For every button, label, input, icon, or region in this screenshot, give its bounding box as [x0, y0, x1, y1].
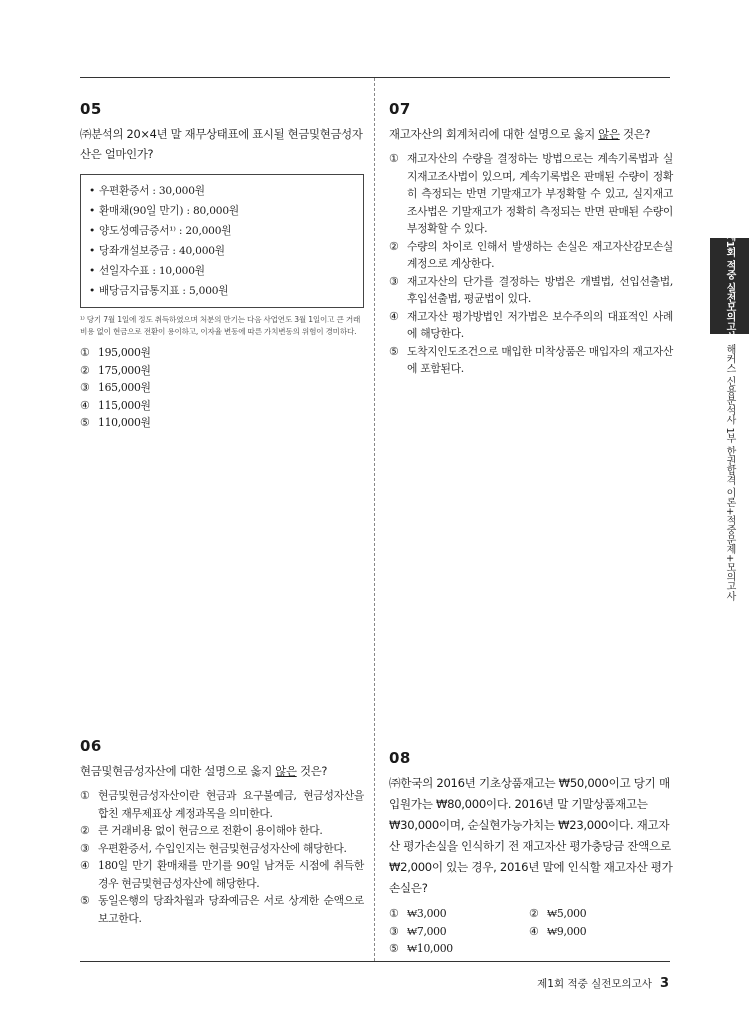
option: ⑤ 110,000원 [80, 416, 151, 429]
box-item: • 배당금지급통지표 : 5,000원 [89, 285, 229, 297]
option: ③ ₩7,000 [389, 924, 447, 938]
box-item: • 우편환증서 : 30,000원 [89, 185, 205, 197]
page-footer [537, 976, 669, 991]
page-number: 3 [659, 976, 669, 991]
chapter-tab-label: 제1회 적중 실전모의고사 [724, 230, 735, 342]
question-number: 08 [389, 749, 411, 767]
option: ① 195,000원 [80, 346, 151, 359]
question-number: 07 [389, 100, 411, 118]
question-stem: 현금및현금성자산에 대한 설명으로 옳지 않은 것은? [80, 764, 328, 778]
option: ④ ₩9,000 [529, 924, 587, 938]
side-tab [710, 230, 749, 644]
option: ④ 재고자산 평가방법인 저가법은 보수주의의 대표적인 사례에 해당한다. [389, 309, 673, 340]
option: ③ 재고자산의 단가를 결정하는 방법은 개별법, 선입선출법, 후입선출법, 평균법이 있다. [389, 274, 673, 305]
options-list [80, 787, 364, 927]
question-stem: ㈜분석의 20×4년 말 재무상태표에 표시될 현금및현금성자산은 얼마인가? [80, 127, 363, 161]
option: ② 큰 거래비용 없이 현금으로 전환이 용이해야 한다. [80, 824, 323, 837]
option: ④ 115,000원 [80, 398, 151, 412]
option: ② ₩5,000 [529, 907, 587, 920]
bottom-rule [80, 961, 670, 962]
box-item: • 양도성예금증서¹⁾ : 20,000원 [89, 225, 232, 237]
footnote: ¹⁾ 당기 7월 1일에 정도 취득하였으며 처분의 만기는 다음 사업연도 3월 1일이고 큰 거래비용 없이 현금으로 전환이 용이하고, 이자율 변동에 따른 가치변동의 위험이 경미하다. [80, 315, 361, 336]
box-item: • 환매채(90일 만기) : 80,000원 [89, 205, 239, 217]
option: ② 175,000원 [80, 363, 151, 377]
question-08 [389, 749, 673, 958]
options-list [80, 344, 364, 432]
question-06 [80, 737, 364, 927]
book-title-strip [710, 334, 749, 644]
option: ① 현금및현금성자산이란 현금과 요구불예금, 현금성자산을 합친 재무제표상 계정과목을 의미한다. [80, 789, 364, 820]
book-title: 해커스 신용분석사 1부 한권합격 이론+적중문제+모의고사 [724, 344, 735, 601]
option: ① ₩3,000 [389, 907, 447, 920]
box-item: • 당좌개설보증금 : 40,000원 [89, 245, 225, 257]
option: ④ 180일 만기 환매채를 만기를 90일 남겨둔 시점에 취득한 경우 현금및현금성자산에 해당한다. [80, 859, 364, 890]
options-grid [389, 905, 673, 958]
chapter-tab [710, 230, 749, 342]
question-number: 06 [80, 737, 102, 755]
question-number: 05 [80, 100, 102, 118]
box-item: • 선일자수표 : 10,000원 [89, 265, 205, 277]
question-07 [389, 100, 673, 378]
option: ③ 우편환증서, 수입인지는 현금및현금성자산에 해당한다. [80, 841, 347, 855]
top-rule [80, 77, 670, 78]
option: ⑤ 도착지인도조건으로 매입한 미착상품은 매입자의 재고자산에 포함된다. [389, 344, 673, 375]
question-stem: ㈜한국의 2016년 기초상품재고는 ₩50,000이고 당기 매입원가는 ₩80,000이다. 2016년 말 기말상품재고는 ₩30,000이며, 순실현가능가치는 ₩23,000이다. 재고자산 평가손실을 인식하기 전 재고자산 평가충당금 잔액으로 ₩2,000이 있는 경우, 2016년 말에 인식할 재고자산 평가손실은? [389, 776, 673, 895]
question-stem: 재고자산의 회계처리에 대한 설명으로 옳지 않은 것은? [389, 127, 651, 141]
options-list [389, 150, 673, 378]
option: ② 수량의 차이로 인해서 발생하는 손실은 재고자산감모손실 계정으로 계상한다. [389, 239, 673, 270]
option: ③ 165,000원 [80, 381, 151, 394]
footer-label: 제1회 적중 실전모의고사 [537, 978, 652, 990]
question-05 [80, 100, 364, 432]
option: ⑤ 동일은행의 당좌차월과 당좌예금은 서로 상계한 순액으로 보고한다. [80, 894, 364, 925]
data-box [80, 174, 364, 308]
column-divider [374, 78, 375, 961]
option: ⑤ ₩10,000 [389, 942, 453, 955]
option: ① 재고자산의 수량을 결정하는 방법으로는 계속기록법과 실지재고조사법이 있으며, 계속기록법은 판매된 수량이 정확히 측정되는 반면 기말재고가 부정확할 수 있고, 실지재고조사법은 기말재고가 정확히 측정되는 반면 판매된 수량이 부정확할 수 있다. [389, 152, 673, 235]
